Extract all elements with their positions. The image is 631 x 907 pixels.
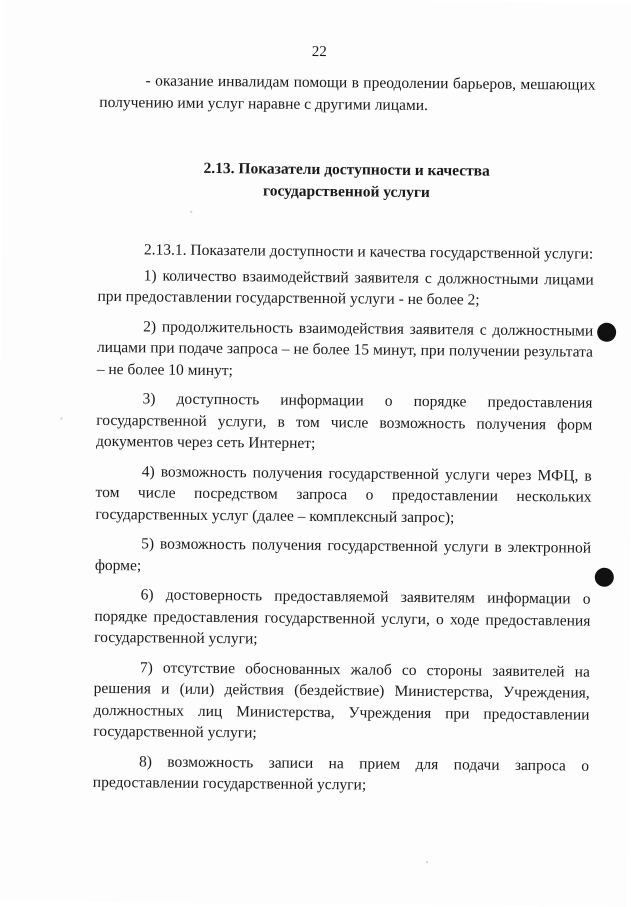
- intro-paragraph: - оказание инвалидам помощи в преодолении барьеров, мешающих получению ими услуг наравне с другими лицами.: [99, 72, 596, 114]
- section-heading-line-2: государственной услуги: [263, 182, 430, 202]
- list-item-4: 4) возможность получения государственной услуги через МФЦ, в том числе посредством запроса о предоставлении нескольких государственных услуг (далее – комплексный запрос);: [95, 462, 592, 526]
- list-item-7: 7) отсутствие обоснованных жалоб со стороны заявителей на решения и (или) действия (бездействие) Министерства, Учреждения, должностных лиц Министерства, Учреждения при предоставлении государственной услуги;: [93, 658, 590, 742]
- punch-hole-mark: [595, 568, 614, 587]
- list-item-6: 6) достоверность предоставляемой заявителям информации о порядке предоставления государственной услуги, о ходе предоставления государственной услуги;: [94, 586, 591, 648]
- list-item-5: 5) возможность получения государственной услуги в электронной форме;: [94, 535, 592, 574]
- list-item-8: 8) возможность записи на прием для подачи запроса о предоставлении государственной услуги;: [92, 752, 590, 794]
- scan-speck: [426, 861, 428, 863]
- punch-hole-mark: [597, 323, 616, 342]
- scan-speck: [60, 418, 62, 420]
- scan-speck: [190, 211, 192, 213]
- page-number: 22: [311, 43, 327, 61]
- list-item-3: 3) доступность информации о порядке предоставления государственной услуги, в том числе возможность получения форм документов через сеть Интернет;: [96, 390, 593, 452]
- list-item-2: 2) продолжительность взаимодействия заявителя с должностными лицами при подаче запроса – не более 15 минут, при получении результата – не более 10 минут;: [96, 317, 594, 379]
- list-item-1: 1) количество взаимодействий заявителя с должностными лицами при предоставлении государственной услуги - не более 2;: [97, 266, 594, 309]
- section-heading-line-1: 2.13. Показатели доступности и качества: [203, 159, 490, 180]
- lead-paragraph: 2.13.1. Показатели доступности и качества государственной услуги:: [143, 241, 594, 263]
- section-heading: [98, 157, 594, 206]
- document-body: [93, 70, 596, 798]
